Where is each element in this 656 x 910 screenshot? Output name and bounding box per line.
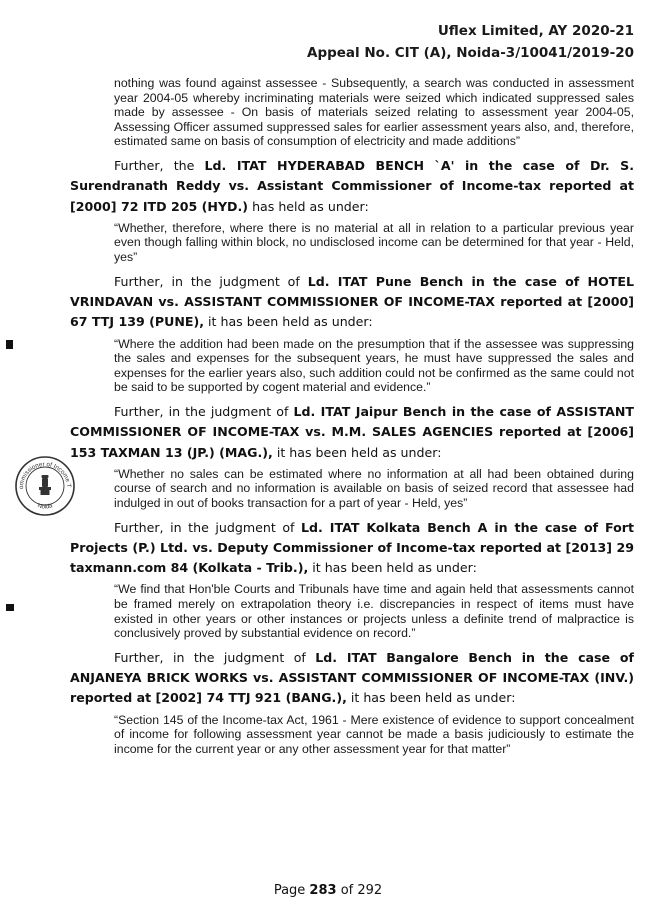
case-citation: Ld. ITAT Jaipur Bench in the case of ASSISTANT COMMISSIONER OF INCOME-TAX vs. M.M. SALES AGENCIES reported at [2006] 153 TAXMAN 13 (JP.) (MAG.), (70, 403, 634, 460)
page-number-total: 292 (357, 883, 383, 898)
page-footer: Page 283 of 292 (273, 883, 383, 898)
header-appeal-line: Appeal No. CIT (A), Noida-3/10041/2019-20 (307, 45, 634, 61)
svg-text:Noida (37, 503, 54, 511)
margin-mark-icon (6, 604, 14, 611)
case-paragraph: Further, the Ld. ITAT HYDERABAD BENCH `A' in the case of Dr. S. Surendranath Reddy vs. Assistant Commissioner of Income-tax reported at [2000] 72 ITD 205 (HYD.) has held as under: (70, 157, 634, 214)
quote-block: “Whether no sales can be estimated where no information at all had been obtained during course of search and no information is available on basis of seized record that assessee had indulged in out of books transaction for a part of year - Held, yes” (114, 466, 634, 510)
official-stamp-icon (14, 455, 76, 517)
quote-block: “We find that Hon'ble Courts and Tribunals have time and again held that assessments cannot be framed merely on extrapolation theory i.e. discrepancies in respect of items must have existed in other years or other instances or projects unless a definite trend of malpractice is conclusively proved by substantial evidence on record.” (114, 582, 634, 641)
page-body (70, 76, 634, 757)
quote-block: nothing was found against assessee - Subsequently, a search was conducted in assessment year 2004-05 whereby incriminating materials were seized which indicated suppressed sales made by assessee - On basis of materials seized relating to assessment year 2004-05, Assessing Officer assumed suppressed sales for earlier assessment years also, and, therefore, estimated same on basis of consumption of electricity and made additions” (114, 76, 634, 149)
quote-block: “Where the addition had been made on the presumption that if the assessee was suppressing the sales and expenses for the subsequent years, he must have suppressed the sales and expenses for the earlier years also, such addition could not be confirmed as the same could not be said to be supported by cogent material and evidence.” (114, 336, 634, 395)
case-paragraph: Further, in the judgment of Ld. ITAT Pune Bench in the case of HOTEL VRINDAVAN vs. ASSISTANT COMMISSIONER OF INCOME-TAX reported at [2000] 67 TTJ 139 (PUNE), it has been held as under: (70, 273, 634, 330)
header-company-line: Uflex Limited, AY 2020-21 (437, 23, 634, 39)
margin-mark-icon (6, 340, 13, 349)
quote-block: “Section 145 of the Income-tax Act, 1961 - Mere existence of evidence to support concealment of income for following assessment year cannot be made a basis judiciously to estimate the income for the current year or any other assessment year for that matter” (114, 712, 634, 756)
case-citation: Ld. ITAT Pune Bench in the case of HOTEL VRINDAVAN vs. ASSISTANT COMMISSIONER OF INCOME-TAX reported at [2000] 67 TTJ 139 (PUNE), (70, 273, 634, 330)
case-paragraph: Further, in the judgment of Ld. ITAT Bangalore Bench in the case of ANJANEYA BRICK WORKS vs. ASSISTANT COMMISSIONER OF INCOME-TAX (INV.) reported at [2002] 74 TTJ 921 (BANG.), it has been held as under: (70, 649, 634, 706)
case-citation: Ld. ITAT HYDERABAD BENCH `A' in the case of Dr. S. Surendranath Reddy vs. Assistant Commissioner of Income-tax reported at [2000] 72 ITD 205 (HYD.) (70, 157, 634, 214)
page-header (307, 20, 634, 64)
case-citation: Ld. ITAT Bangalore Bench in the case of ANJANEYA BRICK WORKS vs. ASSISTANT COMMISSIONER OF INCOME-TAX (INV.) reported at [2002] 74 TTJ 921 (BANG.), (70, 649, 634, 706)
quote-block: “Whether, therefore, where there is no material at all in relation to a particular previous year even though falling within block, no undisclosed income can be determined for that year - Held, yes” (114, 220, 634, 265)
stamp-top-text: ommissioner of Income T (17, 460, 73, 490)
case-citation: Ld. ITAT Kolkata Bench A in the case of Fort Projects (P.) Ltd. vs. Deputy Commissioner of Income-tax reported at [2013] 29 taxmann.com 84 (Kolkata - Trib.), (70, 519, 634, 576)
stamp-bottom-text: Noida (36, 503, 54, 511)
case-paragraph: Further, in the judgment of Ld. ITAT Jaipur Bench in the case of ASSISTANT COMMISSIONER OF INCOME-TAX vs. M.M. SALES AGENCIES reported at [2006] 153 TAXMAN 13 (JP.) (MAG.), it has been held as under: (70, 403, 634, 460)
case-paragraph: Further, in the judgment of Ld. ITAT Kolkata Bench A in the case of Fort Projects (P.) Ltd. vs. Deputy Commissioner of Income-tax reported at [2013] 29 taxmann.com 84 (Kolkata - Trib.), it has been held as under: (70, 519, 634, 576)
page-number-current: 283 (309, 883, 337, 898)
